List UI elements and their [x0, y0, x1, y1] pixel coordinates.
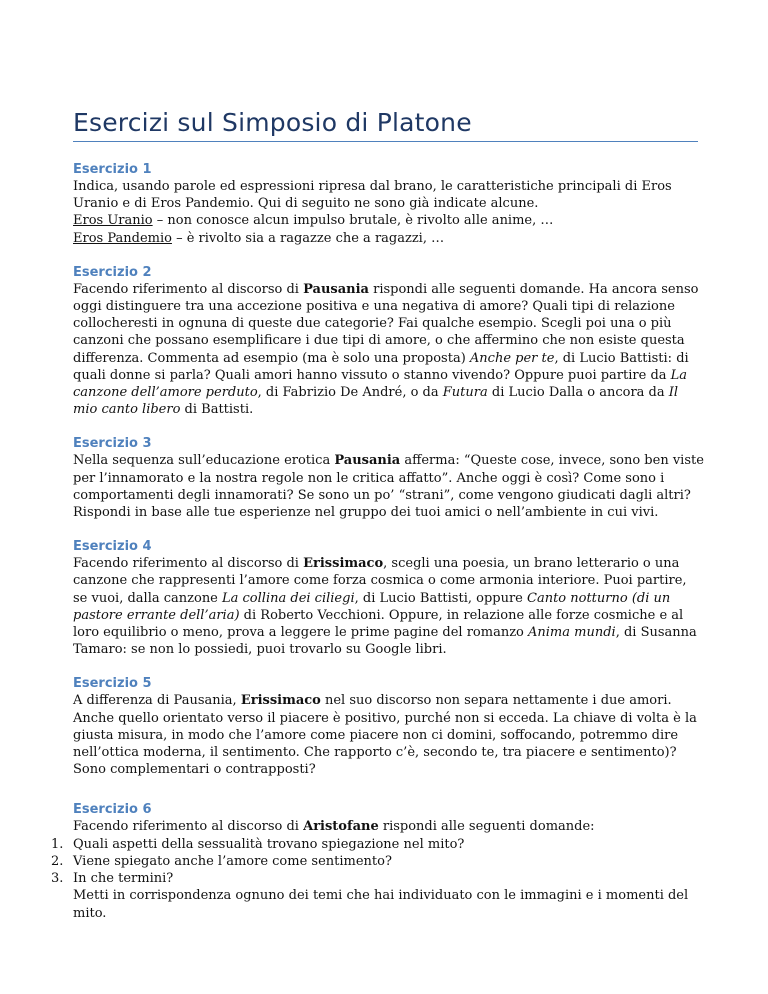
exercise-3-title: Esercizio 3 [73, 436, 152, 452]
list-item [51, 853, 705, 870]
song-title: La canzone dell’amore perduto [73, 367, 688, 401]
list-number: 3. [51, 871, 64, 887]
song-title: Futura [442, 385, 488, 401]
text-run: , di Lucio Battisti, oppure [354, 590, 527, 606]
list-item-text: Quali aspetti della sessualità trovano spiegazione nel mito? [73, 836, 465, 852]
exercise-2-text [73, 281, 705, 419]
novel-title: Anima mundi [528, 625, 616, 641]
song-title: Anche per te [469, 350, 555, 366]
list-item-text: In che termini? [73, 871, 174, 887]
eros-pandemio-label: Eros Pandemio [73, 230, 172, 246]
list-item [51, 836, 705, 853]
text-run: di Lucio Dalla o ancora da [487, 385, 669, 401]
exercise-2 [73, 264, 705, 419]
exercise-6-text [73, 818, 705, 835]
text-run: di Roberto Vecchioni. Oppure, in relazione alle forze cosmiche e al loro equilibrio o meno, prova a leggere le prime pagine del romanzo [73, 607, 684, 641]
list-number: 1. [51, 836, 64, 852]
text-run: Facendo riferimento al discorso di [73, 281, 304, 297]
eros-uranio-text: – non conosce alcun impulso brutale, è rivolto alle anime, … [152, 213, 554, 229]
text-run: Facendo riferimento al discorso di [73, 556, 304, 572]
list-number: 2. [51, 853, 64, 869]
text-run: rispondi alle seguenti domande. Ha ancora senso oggi distinguere tra una accezione positiva e una negativa di amore? Quali tipi di relazione collocheresti in ognuna di queste due categorie? Fai qualche esempio. Scegli poi una o più canzoni che possano esemplificare i due tipi di amore, o che affermino che non esiste questa differenza. Commenta ad esempio (ma è solo una proposta) [73, 281, 699, 366]
exercise-4-text [73, 555, 705, 658]
list-item [51, 870, 705, 887]
exercise-5-text [73, 692, 705, 778]
exercise-5-title: Esercizio 5 [73, 676, 152, 692]
text-run: , di Fabrizio De André, o da [257, 385, 443, 401]
exercise-1 [73, 161, 705, 247]
page-title: Esercizi sul Simposio di Platone [73, 108, 472, 137]
text-run: A differenza di Pausania, [73, 693, 241, 709]
exercise-4 [73, 538, 705, 658]
exercise-6-title: Esercizio 6 [73, 802, 152, 818]
text-run: nel suo discorso non separa nettamente i due amori. Anche quello orientato verso il piacere è positivo, purché non si ecceda. La chiave di volta è la giusta misura, in modo che l’amore come piacere non ci domini, soffocando, potremmo dire nell’ottica moderna, il sentimento. Che rapporto c’è, secondo te, tra piacere e sentimento)? Sono complementari o contrapposti? [73, 693, 697, 778]
exercise-1-title: Esercizio 1 [73, 162, 152, 177]
text-run: , di Lucio Battisti: di quali donne si parla? Quali amori hanno vissuto o stanno vivendo? Oppure puoi partire da [73, 350, 689, 383]
exercise-3-text [73, 452, 705, 521]
title-underline [73, 141, 698, 142]
eros-pandemio-text: – è rivolto sia a ragazze che a ragazzi, … [171, 230, 445, 246]
text-run: Facendo riferimento al discorso di [73, 819, 304, 835]
exercise-5 [73, 675, 705, 778]
exercise-2-title: Esercizio 2 [73, 264, 152, 280]
song-title: Canto notturno (di un pastore errante dell’aria) [73, 590, 671, 623]
aristofane-name: Aristofane [303, 819, 379, 835]
exercise-6-closing: Metti in corrispondenza ognuno dei temi che hai individuato con le immagini e i momenti del mito. [73, 888, 689, 921]
text-run: Nella sequenza sull’educazione erotica [73, 453, 335, 469]
exercise-4-title: Esercizio 4 [73, 539, 152, 555]
text-run: , scegli una poesia, un brano letterario o una canzone che rappresenti l’amore come forza cosmica o come armonia interiore. Puoi partire, se vuoi, dalla canzone [73, 556, 687, 606]
text-run: , di Susanna Tamaro: se non lo possiedi, puoi trovarlo su Google libri. [73, 625, 697, 658]
list-item-text: Viene spiegato anche l’amore come sentimento? [73, 853, 392, 869]
text-run: di Battisti. [180, 402, 254, 418]
text-run: afferma: “Queste cose, invece, sono ben viste per l’innamorato e la nostra regole non le critica affatto”. Anche oggi è così? Come sono i comportamenti degli innamorati? Se sono un po’ “strani”, come vengono giudicati dagli altri? Rispondi in base alle tue esperienze nel gruppo dei tuoi amici o nell’ambiente in cui vivi. [73, 453, 704, 521]
erissimaco-name: Erissimaco [240, 693, 321, 709]
eros-uranio-label: Eros Uranio [73, 213, 153, 229]
pausania-name: Pausania [334, 453, 401, 469]
song-title: La collina dei ciliegi [222, 590, 355, 606]
eros-pandemio-line [73, 230, 705, 247]
text-run: rispondi alle seguenti domande: [378, 819, 595, 835]
pausania-name: Pausania [303, 281, 369, 297]
erissimaco-name: Erissimaco [303, 556, 384, 572]
song-title: Il mio canto libero [73, 385, 679, 418]
question-list [51, 836, 705, 888]
exercise-1-text: Indica, usando parole ed espressioni ripresa dal brano, le caratteristiche principali di Eros Uranio e di Eros Pandemio. Qui di seguito ne sono già indicate alcune. [73, 179, 672, 212]
exercise-3 [73, 435, 705, 521]
exercise-6 [51, 801, 705, 921]
document-page [51, 0, 705, 922]
eros-uranio-line [73, 212, 705, 229]
